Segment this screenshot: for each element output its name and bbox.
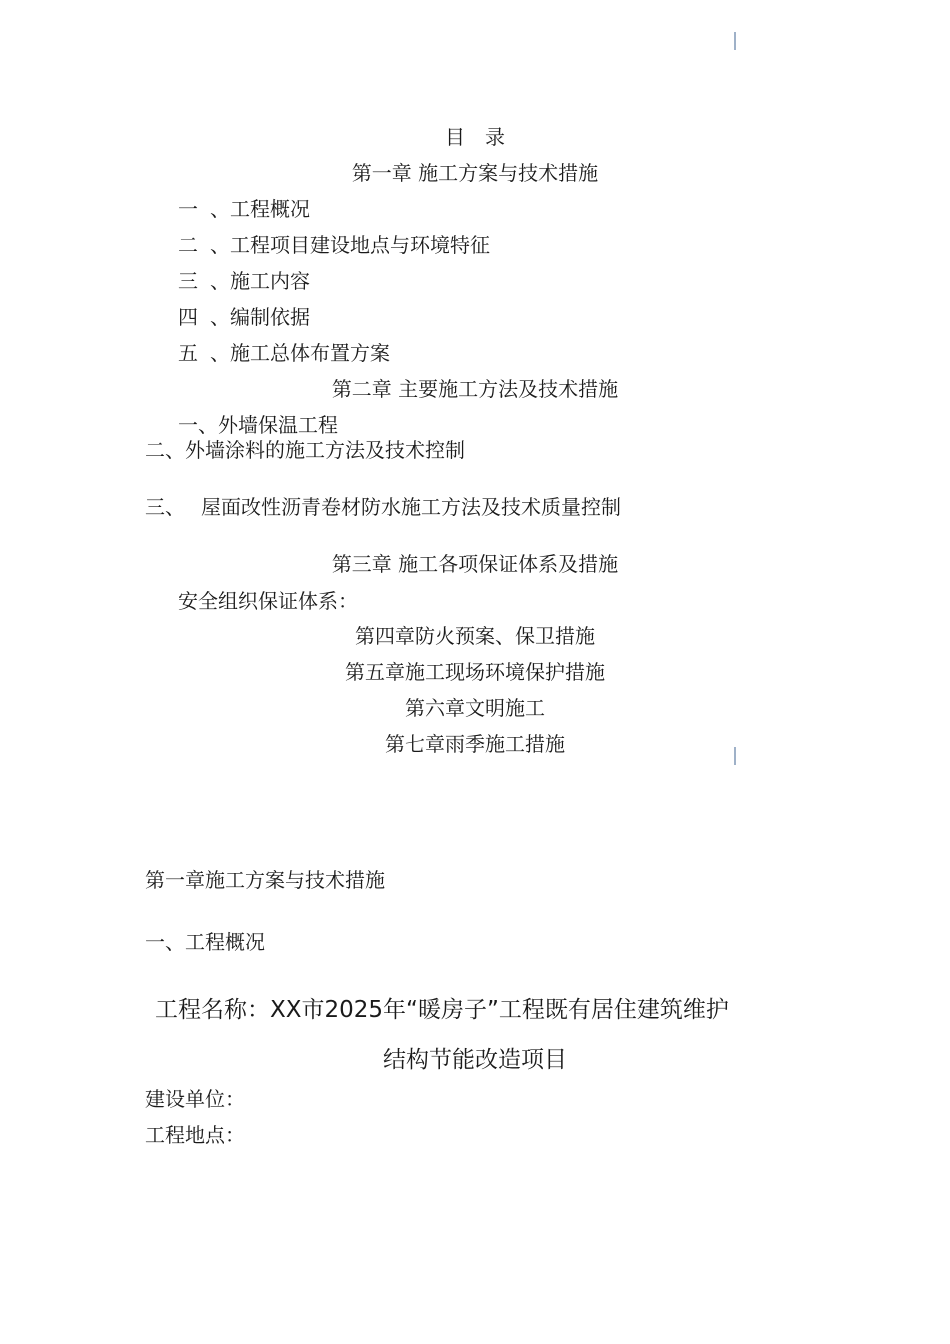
toc-item-3-1[interactable]: 安全组织保证体系： — [178, 589, 358, 613]
section-heading: 一、工程概况 — [145, 930, 265, 954]
toc-item-text: 、施工内容 — [210, 269, 310, 293]
toc-item-1-4[interactable] — [178, 305, 310, 329]
margin-marker-top — [734, 32, 736, 50]
toc-chapter-2[interactable]: 第二章 主要施工方法及技术措施 — [331, 377, 619, 401]
toc-item-number: 一 — [178, 197, 198, 221]
toc-item-number: 三 — [178, 269, 198, 293]
toc-chapter-6[interactable]: 第六章文明施工 — [405, 696, 545, 720]
toc-item-2-3[interactable] — [145, 495, 621, 519]
toc-chapter-5[interactable]: 第五章施工现场环境保护措施 — [345, 660, 605, 684]
toc-item-text: 、施工总体布置方案 — [210, 341, 390, 365]
toc-item-text: 、工程项目建设地点与环境特征 — [210, 233, 490, 257]
toc-item-text: 屋面改性沥青卷材防水施工方法及技术质量控制 — [201, 495, 621, 519]
toc-item-1-3[interactable] — [178, 269, 310, 293]
site-label: 工程地点： — [145, 1123, 245, 1147]
project-name-line-1: 工程名称：XX市2025年“暖房子”工程既有居住建筑维护 — [155, 997, 729, 1023]
toc-item-number: 二 — [178, 233, 198, 257]
toc-item-2-1[interactable]: 一、外墙保温工程 — [178, 413, 338, 437]
toc-item-1-2[interactable] — [178, 233, 490, 257]
toc-item-number: 五 — [178, 341, 198, 365]
toc-chapter-4[interactable]: 第四章防火预案、保卫措施 — [355, 624, 595, 648]
toc-chapter-7[interactable]: 第七章雨季施工措施 — [385, 732, 565, 756]
toc-chapter-3[interactable]: 第三章 施工各项保证体系及措施 — [331, 552, 619, 576]
toc-title: 目 录 — [445, 125, 505, 149]
chapter-heading: 第一章施工方案与技术措施 — [145, 868, 385, 892]
toc-item-2-2[interactable]: 二、外墙涂料的施工方法及技术控制 — [145, 438, 465, 462]
project-name-line-2: 结构节能改造项目 — [383, 1047, 567, 1073]
toc-item-number: 三、 — [145, 495, 185, 519]
toc-chapter-1[interactable]: 第一章 施工方案与技术措施 — [351, 161, 599, 185]
toc-item-number: 四 — [178, 305, 198, 329]
builder-label: 建设单位： — [145, 1087, 245, 1111]
toc-item-1-1[interactable] — [178, 197, 310, 221]
toc-item-text: 、编制依据 — [210, 305, 310, 329]
toc-item-1-5[interactable] — [178, 341, 390, 365]
toc-item-text: 、工程概况 — [210, 197, 310, 221]
